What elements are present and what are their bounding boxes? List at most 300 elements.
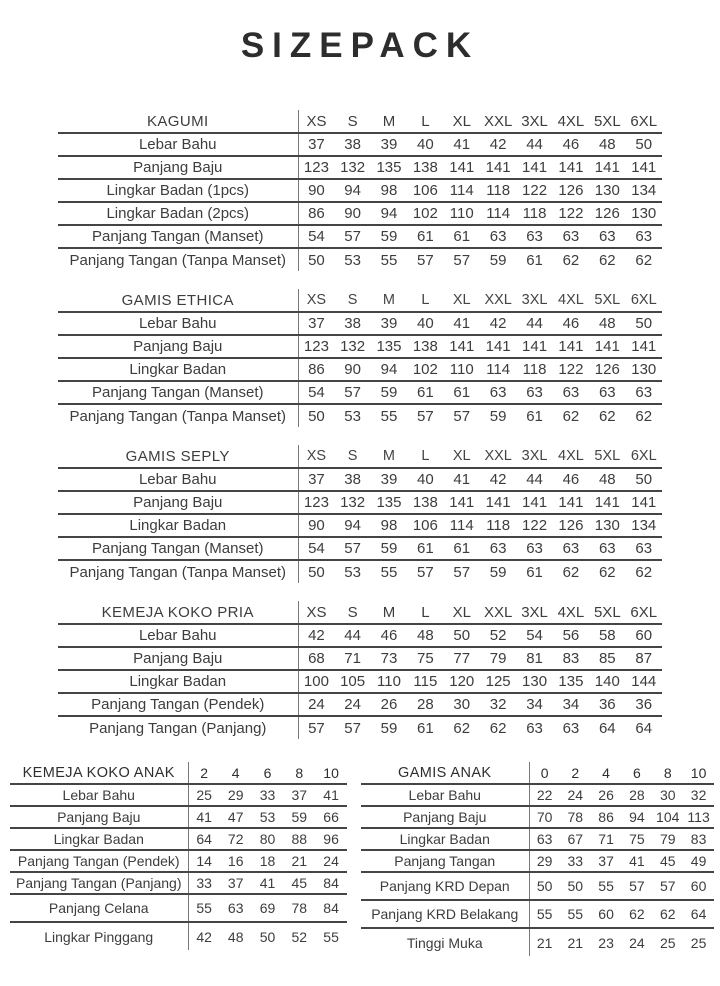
value-cell: 141 (522, 494, 548, 511)
value-cell: 130 (522, 673, 548, 690)
size-header: 4XL (557, 603, 585, 621)
row-label: Lingkar Pinggang (10, 922, 188, 950)
table-row (58, 156, 662, 179)
value-cell: 102 (412, 205, 438, 222)
size-header: 4XL (558, 292, 584, 308)
table-row (361, 928, 714, 956)
value-cell: 66 (323, 809, 339, 825)
value-cell: 141 (522, 159, 548, 176)
value-cell: 135 (376, 338, 402, 355)
value-cell: 38 (344, 136, 361, 153)
value-cell: 61 (417, 719, 434, 737)
value-cell: 46 (380, 627, 398, 644)
value-cell: 39 (380, 136, 398, 153)
value-cell: 134 (631, 517, 657, 534)
value-cell: 59 (380, 719, 398, 737)
value-cell: 62 (598, 251, 616, 269)
value-cell: 41 (453, 471, 471, 488)
row-label: Lebar Bahu (58, 133, 298, 156)
value-cell: 61 (453, 228, 471, 245)
value-cell: 94 (380, 205, 398, 222)
value-cell: 34 (526, 696, 543, 713)
value-cell: 61 (526, 251, 543, 269)
header-row (58, 601, 662, 624)
table-row (58, 225, 662, 248)
size-header: XS (306, 292, 327, 308)
value-cell: 45 (291, 875, 308, 891)
value-cell: 79 (659, 831, 676, 847)
row-label: Panjang Tangan (Tanpa Manset) (58, 404, 298, 427)
value-cell: 125 (485, 673, 511, 690)
value-cell: 72 (227, 831, 244, 847)
value-cell: 102 (412, 361, 438, 378)
value-cell: 44 (526, 315, 543, 332)
row-label: Panjang Tangan (Panjang) (58, 716, 298, 739)
value-cell: 59 (380, 384, 398, 401)
value-cell: 50 (308, 407, 325, 425)
value-cell: 33 (196, 875, 212, 891)
value-cell: 130 (594, 182, 620, 199)
value-cell: 34 (562, 696, 580, 713)
value-cell: 141 (594, 494, 620, 511)
row-label: Lebar Bahu (10, 784, 188, 806)
value-cell: 60 (690, 878, 707, 894)
value-cell: 62 (635, 407, 653, 425)
value-cell: 42 (308, 627, 325, 644)
table-row (58, 647, 662, 670)
value-cell: 63 (635, 384, 653, 401)
value-cell: 40 (417, 471, 434, 488)
table-row (361, 828, 714, 850)
value-cell: 61 (453, 540, 471, 557)
value-cell: 55 (196, 900, 212, 916)
value-cell: 63 (635, 228, 653, 245)
value-cell: 132 (340, 338, 366, 355)
value-cell: 63 (489, 384, 507, 401)
row-label: Panjang Tangan (Panjang) (10, 872, 188, 894)
table-row (58, 693, 662, 716)
table-row (361, 806, 714, 828)
row-label: Lebar Bahu (58, 312, 298, 335)
value-cell: 55 (567, 906, 584, 922)
row-label: Panjang Tangan (361, 850, 529, 872)
value-cell: 44 (526, 471, 543, 488)
value-cell: 53 (344, 407, 361, 425)
value-cell: 141 (485, 159, 511, 176)
value-cell: 126 (558, 182, 584, 199)
value-cell: 24 (629, 934, 645, 951)
value-cell: 28 (629, 787, 645, 803)
value-cell: 26 (598, 787, 614, 803)
value-cell: 94 (380, 361, 398, 378)
size-header: S (347, 112, 358, 130)
value-cell: 62 (635, 251, 653, 269)
value-cell: 50 (453, 627, 471, 644)
value-cell: 62 (562, 251, 580, 269)
value-cell: 57 (344, 719, 361, 737)
value-cell: 40 (417, 136, 434, 153)
size-header: 6 (263, 764, 272, 781)
size-header: 0 (540, 764, 549, 781)
value-cell: 25 (659, 934, 676, 951)
table-row (58, 133, 662, 156)
value-cell: 83 (562, 650, 580, 667)
value-cell: 62 (562, 563, 580, 581)
value-cell: 22 (536, 787, 553, 803)
size-header: 4 (231, 764, 240, 781)
value-cell: 96 (323, 831, 339, 847)
value-cell: 67 (567, 831, 584, 847)
value-cell: 55 (536, 906, 553, 922)
row-label: Lingkar Badan (1pcs) (58, 179, 298, 202)
row-label: Panjang Tangan (Tanpa Manset) (58, 248, 298, 271)
value-cell: 79 (489, 650, 507, 667)
value-cell: 42 (196, 928, 212, 945)
value-cell: 78 (291, 900, 308, 916)
row-label: Panjang Baju (58, 647, 298, 670)
value-cell: 54 (308, 384, 325, 401)
value-cell: 138 (412, 159, 438, 176)
value-cell: 115 (413, 673, 438, 690)
value-cell: 37 (598, 853, 614, 869)
value-cell: 77 (453, 650, 471, 667)
value-cell: 141 (631, 338, 657, 355)
value-cell: 53 (259, 809, 276, 825)
table-name: KEMEJA KOKO PRIA (58, 601, 298, 624)
value-cell: 32 (690, 787, 707, 803)
value-cell: 114 (486, 205, 511, 222)
value-cell: 40 (417, 315, 434, 332)
value-cell: 38 (344, 315, 361, 332)
value-cell: 57 (344, 228, 361, 245)
size-header: 3XL (521, 603, 548, 621)
value-cell: 63 (562, 228, 580, 245)
size-table-kemeja-koko-anak (10, 762, 347, 950)
size-header: L (421, 112, 430, 130)
bottom-tables-section (0, 762, 720, 956)
value-cell: 144 (631, 673, 657, 690)
size-header: 6XL (630, 603, 658, 621)
size-header: XXL (483, 603, 513, 621)
value-cell: 63 (562, 540, 580, 557)
value-cell: 23 (598, 934, 614, 951)
value-cell: 37 (308, 471, 325, 488)
value-cell: 41 (453, 315, 471, 332)
value-cell: 75 (629, 831, 645, 847)
value-cell: 64 (690, 906, 707, 922)
table-row (58, 468, 662, 491)
size-table-gamis-anak (361, 762, 714, 956)
value-cell: 55 (380, 563, 398, 581)
value-cell: 141 (631, 494, 657, 511)
value-cell: 55 (380, 407, 398, 425)
value-cell: 42 (489, 136, 507, 153)
table-row (58, 312, 662, 335)
value-cell: 141 (449, 159, 475, 176)
value-cell: 50 (635, 471, 653, 488)
value-cell: 21 (291, 853, 308, 869)
row-label: Lingkar Badan (58, 358, 298, 381)
value-cell: 54 (526, 627, 543, 644)
value-cell: 75 (417, 650, 434, 667)
value-cell: 90 (308, 182, 325, 199)
row-label: Panjang Tangan (Manset) (58, 225, 298, 248)
value-cell: 84 (323, 900, 339, 916)
table-name: KAGUMI (58, 110, 298, 133)
value-cell: 30 (453, 696, 471, 713)
value-cell: 98 (380, 182, 398, 199)
value-cell: 70 (536, 809, 553, 825)
size-header: M (382, 292, 396, 308)
size-header: XL (452, 112, 471, 130)
value-cell: 44 (526, 136, 543, 153)
value-cell: 48 (598, 471, 616, 488)
value-cell: 141 (485, 338, 511, 355)
size-header: XS (306, 448, 327, 464)
row-label: Panjang Tangan (Tanpa Manset) (58, 560, 298, 583)
value-cell: 50 (567, 878, 584, 894)
value-cell: 39 (380, 315, 398, 332)
value-cell: 41 (196, 809, 212, 825)
table-row (58, 335, 662, 358)
value-cell: 90 (344, 205, 361, 222)
value-cell: 57 (629, 878, 645, 894)
value-cell: 33 (567, 853, 584, 869)
value-cell: 50 (308, 251, 325, 269)
value-cell: 25 (690, 934, 707, 951)
value-cell: 106 (412, 517, 438, 534)
size-header: S (347, 448, 358, 464)
value-cell: 63 (227, 900, 244, 916)
value-cell: 57 (453, 251, 471, 269)
value-cell: 59 (489, 251, 507, 269)
value-cell: 63 (598, 540, 616, 557)
value-cell: 141 (485, 494, 511, 511)
value-cell: 63 (489, 540, 507, 557)
table-row (58, 624, 662, 647)
value-cell: 33 (259, 787, 276, 803)
value-cell: 42 (489, 471, 507, 488)
row-label: Lingkar Badan (10, 828, 188, 850)
value-cell: 25 (196, 787, 212, 803)
value-cell: 50 (536, 878, 553, 894)
size-header: 6XL (630, 292, 657, 308)
value-cell: 141 (594, 159, 620, 176)
value-cell: 84 (323, 875, 339, 891)
value-cell: 57 (417, 563, 434, 581)
value-cell: 61 (417, 228, 434, 245)
row-label: Lingkar Badan (2pcs) (58, 202, 298, 225)
value-cell: 132 (340, 159, 366, 176)
value-cell: 85 (598, 650, 616, 667)
value-cell: 94 (344, 182, 361, 199)
value-cell: 53 (344, 563, 361, 581)
table-row (58, 514, 662, 537)
value-cell: 59 (489, 407, 507, 425)
value-cell: 71 (598, 831, 614, 847)
header-row (361, 762, 714, 784)
value-cell: 141 (558, 338, 584, 355)
table-row (58, 381, 662, 404)
value-cell: 46 (562, 471, 580, 488)
value-cell: 104 (656, 809, 680, 825)
value-cell: 18 (259, 853, 276, 869)
value-cell: 118 (486, 182, 511, 199)
value-cell: 141 (631, 159, 657, 176)
value-cell: 126 (594, 361, 620, 378)
size-header: XS (306, 603, 327, 621)
value-cell: 63 (526, 719, 543, 737)
value-cell: 62 (629, 906, 645, 922)
size-header: 5XL (593, 603, 621, 621)
value-cell: 39 (380, 471, 398, 488)
value-cell: 16 (227, 853, 244, 869)
value-cell: 61 (526, 563, 543, 581)
value-cell: 63 (635, 540, 653, 557)
value-cell: 60 (635, 627, 653, 644)
value-cell: 138 (412, 494, 438, 511)
sizepack-page (0, 26, 720, 986)
value-cell: 47 (227, 809, 244, 825)
value-cell: 141 (594, 338, 620, 355)
size-header: M (382, 112, 396, 130)
size-header: 5XL (593, 112, 621, 130)
value-cell: 24 (344, 696, 361, 713)
value-cell: 90 (344, 361, 361, 378)
value-cell: 114 (449, 182, 474, 199)
size-header: 5XL (594, 448, 621, 464)
value-cell: 57 (308, 719, 325, 737)
value-cell: 130 (594, 517, 620, 534)
value-cell: 110 (377, 673, 401, 690)
value-cell: 94 (344, 517, 361, 534)
value-cell: 118 (486, 517, 511, 534)
value-cell: 56 (562, 627, 580, 644)
value-cell: 122 (522, 182, 548, 199)
value-cell: 138 (412, 338, 438, 355)
value-cell: 62 (635, 563, 653, 581)
value-cell: 141 (558, 494, 584, 511)
value-cell: 14 (196, 853, 212, 869)
size-header: 6 (633, 764, 641, 781)
table-name: GAMIS ETHICA (58, 289, 298, 312)
row-label: Lingkar Badan (361, 828, 529, 850)
value-cell: 123 (303, 494, 329, 511)
size-header: 3XL (521, 448, 548, 464)
size-header: 2 (571, 764, 580, 781)
value-cell: 90 (308, 517, 325, 534)
value-cell: 62 (598, 407, 616, 425)
size-header: XL (452, 448, 471, 464)
value-cell: 113 (687, 809, 710, 825)
value-cell: 141 (558, 159, 584, 176)
value-cell: 37 (291, 787, 308, 803)
table-row (58, 358, 662, 381)
size-header: L (421, 448, 430, 464)
value-cell: 38 (344, 471, 361, 488)
header-row (58, 445, 662, 468)
table-row (58, 202, 662, 225)
size-header: 6XL (630, 112, 658, 130)
table-row (10, 828, 347, 850)
table-row (58, 179, 662, 202)
value-cell: 63 (536, 831, 553, 847)
value-cell: 29 (227, 787, 244, 803)
row-label: Panjang Baju (361, 806, 529, 828)
value-cell: 141 (522, 338, 548, 355)
value-cell: 62 (659, 906, 676, 922)
value-cell: 86 (598, 809, 614, 825)
size-header: S (347, 603, 358, 621)
size-header: L (421, 603, 430, 621)
value-cell: 63 (598, 384, 616, 401)
value-cell: 114 (449, 517, 474, 534)
value-cell: 37 (227, 875, 244, 891)
page-title: SIZEPACK (240, 26, 480, 65)
value-cell: 126 (594, 205, 620, 222)
size-table-gamis-seply (58, 445, 662, 583)
value-cell: 71 (344, 650, 361, 667)
row-label: Panjang KRD Belakang (361, 900, 529, 928)
value-cell: 36 (635, 696, 653, 713)
value-cell: 118 (522, 361, 547, 378)
value-cell: 106 (412, 182, 438, 199)
row-label: Panjang Baju (58, 491, 298, 514)
value-cell: 114 (486, 361, 511, 378)
value-cell: 130 (631, 361, 657, 378)
row-label: Panjang Baju (58, 335, 298, 358)
row-label: Panjang Tangan (Pendek) (58, 693, 298, 716)
value-cell: 59 (380, 540, 398, 557)
header-row (58, 110, 662, 133)
value-cell: 54 (308, 540, 325, 557)
value-cell: 81 (526, 650, 543, 667)
row-label: Tinggi Muka (361, 928, 529, 956)
value-cell: 134 (631, 182, 657, 199)
value-cell: 141 (449, 338, 475, 355)
size-header: M (382, 603, 396, 621)
size-header: 4XL (558, 448, 584, 464)
value-cell: 32 (489, 696, 507, 713)
value-cell: 41 (453, 136, 471, 153)
table-row (58, 404, 662, 427)
value-cell: 78 (567, 809, 584, 825)
size-header: 5XL (594, 292, 621, 308)
row-label: Panjang Tangan (Manset) (58, 537, 298, 560)
value-cell: 46 (562, 136, 580, 153)
row-label: Lebar Bahu (58, 624, 298, 647)
value-cell: 88 (291, 831, 308, 847)
row-label: Panjang Baju (58, 156, 298, 179)
row-label: Panjang Celana (10, 894, 188, 922)
row-label: Panjang Baju (10, 806, 188, 828)
header-row (58, 289, 662, 312)
value-cell: 52 (291, 928, 308, 945)
value-cell: 37 (308, 136, 325, 153)
value-cell: 48 (598, 136, 616, 153)
row-label: Panjang KRD Depan (361, 872, 529, 900)
value-cell: 54 (308, 228, 325, 245)
table-row (58, 248, 662, 271)
value-cell: 24 (567, 787, 584, 803)
value-cell: 59 (380, 228, 398, 245)
value-cell: 24 (308, 696, 325, 713)
size-header: 8 (295, 764, 304, 781)
table-row (58, 560, 662, 583)
size-header: 10 (323, 764, 339, 781)
table-row (58, 537, 662, 560)
size-table-kemeja-koko-pria (58, 601, 662, 739)
